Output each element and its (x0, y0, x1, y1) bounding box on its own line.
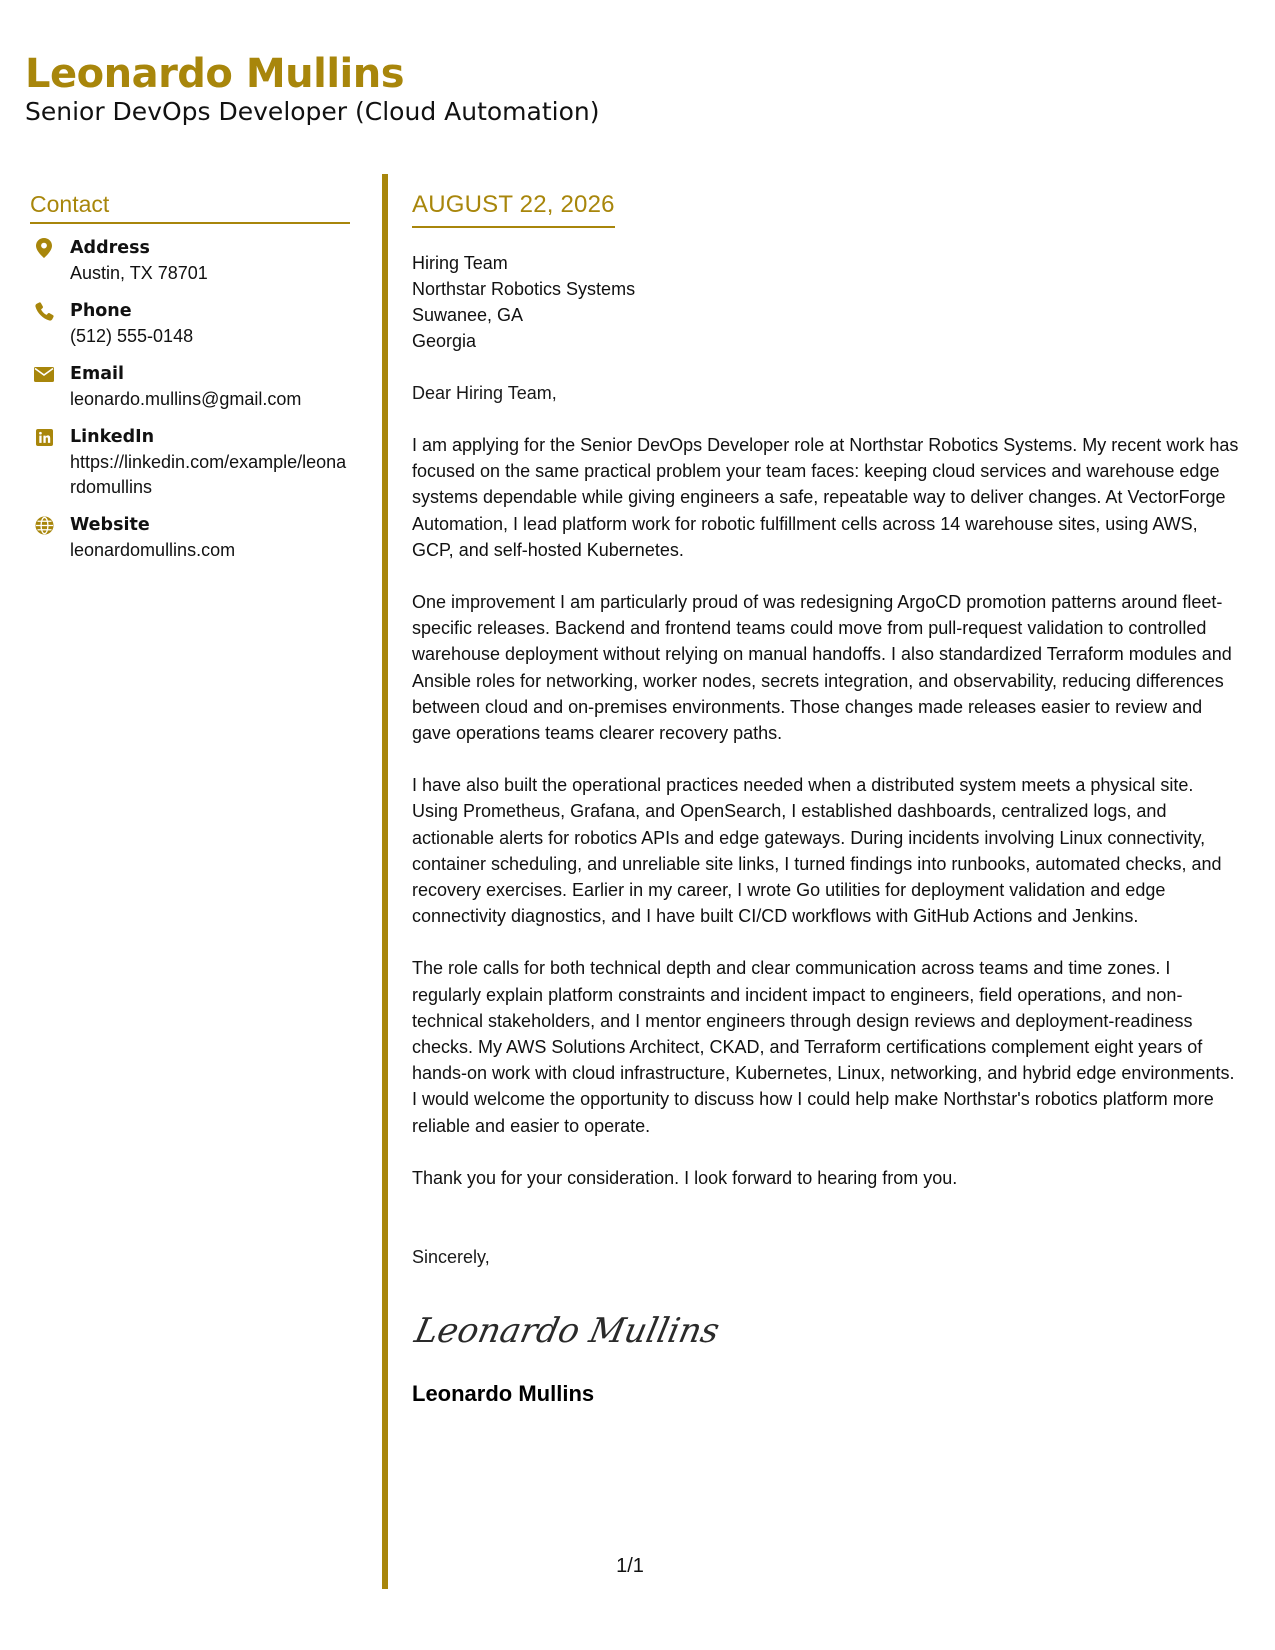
closing: Sincerely, (412, 1247, 490, 1268)
contact-label: Address (70, 238, 150, 258)
body-paragraph: One improvement I am particularly proud of was redesigning ArgoCD promotion patterns around fleet-specific releases. Backend and frontend teams could move from pull-request validation to controlled warehouse deployment without relying on manual handoffs. I also standardized Terraform modules and Ansible roles for networking, worker nodes, secrets integration, and observability, reducing differences between cloud and on-premises environments. Those changes made releases easier to review and gave operations teams clearer recovery paths. (412, 592, 1232, 744)
contact-item-website (30, 513, 350, 563)
contact-label: Email (70, 364, 124, 384)
letter-header (25, 48, 600, 128)
phone-icon (32, 299, 56, 323)
body-paragraph: I am applying for the Senior DevOps Developer role at Northstar Robotics Systems. My recent work has focused on the same practical problem your team faces: keeping cloud services and warehouse edge systems dependable while giving engineers a safe, repeatable way to deliver changes. At VectorForge Automation, I lead platform work for robotic fulfillment cells across 14 warehouse sites, using AWS, GCP, and self-hosted Kubernetes. (412, 435, 1239, 560)
contact-heading: Contact (30, 188, 350, 224)
signature-text: Leonardo Mullins (411, 1311, 723, 1351)
contact-label: Website (70, 515, 150, 535)
contact-value: Austin, TX 78701 (70, 263, 208, 283)
contact-value: leonardo.mullins@gmail.com (70, 389, 302, 409)
contact-label: Phone (70, 301, 132, 321)
contact-value: https://linkedin.com/example/leonardomullins (70, 452, 347, 497)
recipient-line: Suwanee, GA (412, 305, 524, 325)
recipient-line: Hiring Team (412, 253, 508, 273)
globe-icon (32, 513, 56, 537)
recipient-line: Georgia (412, 331, 477, 351)
letter-body (412, 190, 1242, 1408)
body-paragraph: Thank you for your consideration. I look forward to hearing from you. (412, 1167, 958, 1188)
body-paragraph: I have also built the operational practices needed when a distributed system meets a physical site. Using Prometheus, Grafana, and OpenSearch, I established dashboards, centralized logs, and actionable alerts for robotics APIs and edge gateways. During incidents involving Linux connectivity, container scheduling, and unreliable site links, I turned findings into runbooks, automated checks, and recovery exercises. Earlier in my career, I wrote Go utilities for deployment validation and edge connectivity diagnostics, and I have built CI/CD workflows with GitHub Actions and Jenkins. (412, 775, 1222, 927)
body-paragraph: The role calls for both technical depth and clear communication across teams and time zones. I regularly explain platform constraints and incident impact to engineers, field operations, and non-technical stakeholders, and I mentor engineers through design reviews and deployment-readiness checks. My AWS Solutions Architect, CKAD, and Terraform certifications complement eight years of hands-on work with cloud infrastructure, Kubernetes, Linux, networking, and hybrid edge environments. I would welcome the opportunity to discuss how I could help make Northstar's robotics platform more reliable and easier to operate. (412, 958, 1235, 1136)
contact-list (30, 236, 350, 563)
contact-item-phone (30, 299, 350, 349)
contact-item-linkedin (30, 425, 350, 500)
contact-item-email (30, 362, 350, 412)
envelope-icon (32, 362, 56, 386)
contact-item-address (30, 236, 350, 286)
salutation: Dear Hiring Team, (412, 383, 557, 403)
contact-value: leonardomullins.com (70, 540, 236, 560)
contact-sidebar (30, 188, 350, 576)
recipient-block (412, 250, 1242, 354)
signer-name: Leonardo Mullins (412, 1381, 595, 1407)
recipient-line: Northstar Robotics Systems (412, 279, 636, 299)
map-pin-icon (32, 236, 56, 260)
applicant-job-title: Senior DevOps Developer (Cloud Automation) (25, 97, 600, 126)
linkedin-icon (32, 425, 56, 449)
applicant-name: Leonardo Mullins (25, 51, 405, 97)
contact-value: (512) 555-0148 (70, 326, 194, 346)
page-number: 1/1 (616, 1555, 644, 1577)
contact-label: LinkedIn (70, 427, 155, 447)
letter-date: AUGUST 22, 2026 (412, 190, 615, 228)
handwritten-signature (412, 1300, 1242, 1370)
column-divider (382, 174, 388, 1589)
